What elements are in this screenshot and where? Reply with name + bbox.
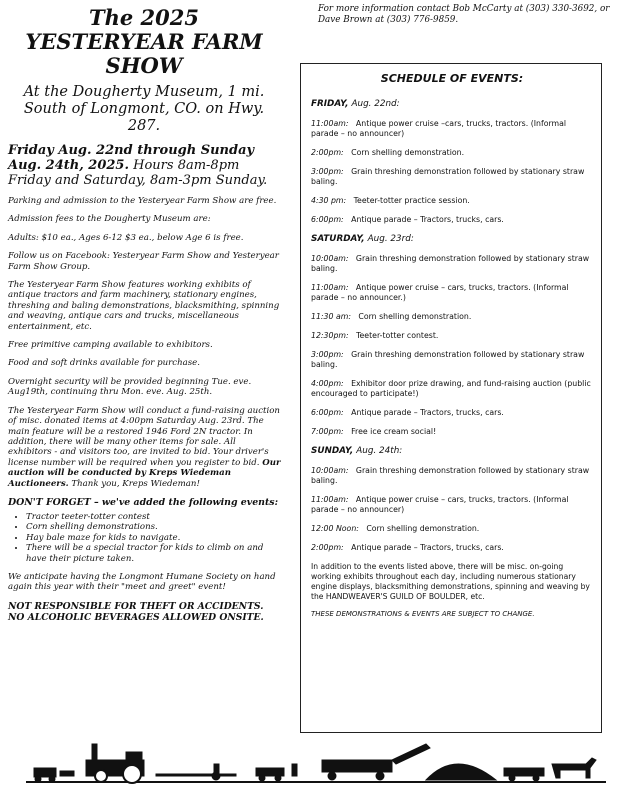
security-text: Overnight security will be provided beginning Tue. eve. Aug19th, continuing thru Mon. eve. Aug. 25th. [8,376,252,398]
wheel-icon [509,775,515,781]
event-time: 6:00pm: [311,215,344,224]
event-time: 4:30 pm: [311,196,347,205]
event-time: 12:00 Noon: [311,524,359,533]
event-desc: Teeter-totter contest. [356,331,439,340]
dates-hours: Hours 8am-8pm Friday and Saturday, 8am-3pm Sunday. [8,158,268,188]
event-desc: Grain threshing demonstration followed by stationary straw baling. [311,254,590,273]
schedule-sunday [311,446,593,553]
wheel-icon [123,765,141,783]
warning-alcohol: NO ALCOHOLIC BEVERAGES ALLOWED ONSITE. [8,611,264,623]
schedule-event [311,283,593,303]
facebook-text: Follow us on Facebook: Yesteryear Farm Show and Yesteryear Farm Show Group. [8,251,279,272]
schedule-saturday [311,234,593,437]
event-desc: Grain threshing demonstration followed by stationary straw baling. [311,350,585,369]
event-desc: Grain threshing demonstration followed by stationary straw baling. [311,466,590,485]
event-desc: Antique parade – Tractors, trucks, cars. [351,408,504,417]
dont-forget-heading: DON'T FORGET – we've added the following events: [8,496,279,508]
schedule-box [300,63,602,733]
left-column [6,6,282,623]
event-time: 10:00am: [311,254,349,263]
auction-paragraph [8,406,282,489]
auction-thanks: Thank you, Kreps Wiedeman! [71,478,200,489]
blower-chute-icon [392,744,430,764]
event-desc: Corn shelling demonstration. [358,312,472,321]
haystack-icon [426,764,496,780]
schedule-event [311,215,593,225]
thresher-icon [322,760,392,772]
list-item: • Hay bale maze for kids to navigate. [26,533,282,543]
day-date: Aug. 24th: [356,446,403,456]
schedule-event [311,379,593,399]
event-time: 11:00am: [311,495,349,504]
schedule-friday [311,99,593,225]
event-time: 11:00am: [311,119,349,128]
dates-bold: Friday Aug. 22nd through Sunday Aug. 24th, 2025. [8,143,255,173]
event-desc: Exhibitor door prize drawing, and fund-raising auction (public encouraged to participate!) [311,379,591,398]
event-desc: Corn shelling demonstration. [366,524,480,533]
camping-text: Free primitive camping available to exhibitors. [8,340,213,351]
wagon-icon [256,768,284,776]
event-desc: Corn shelling demonstration. [351,148,465,157]
schedule-event [311,495,593,515]
show-dates [8,143,282,188]
schedule-note: In addition to the events listed above, there will be misc. on-going working exhibits throughout each day, including numerous stationary engine displays, blacksmithing demonstrations, spinning and weaving by the HANDWEAVER'S GUILD OF BOULDER, etc. [311,562,590,601]
event-time: 11:00am: [311,283,349,292]
cab-icon [126,752,142,762]
page-title [6,6,282,78]
event-desc: Free ice cream social! [351,427,437,436]
horse-icon [552,758,596,778]
wheel-icon [533,775,539,781]
schedule-event [311,167,593,187]
day-name: SATURDAY, [311,234,365,244]
fees-text: Adults: $10 ea., Ages 6-12 $3 ea., below Age 6 is free. [8,232,244,243]
wheel-icon [49,776,55,782]
title-line-2: YESTERYEAR FARM [25,29,263,54]
event-desc: Antique parade – Tractors, trucks, cars. [351,215,504,224]
event-desc: Antique power cruise – cars, trucks, tractors. (Informal parade – no announcer.) [311,283,569,302]
features-text: The Yesteryear Farm Show features working exhibits of antique tractors and farm machinery, stationary engines, threshing and baling demonstrations, blacksmithing, spinning and weaving, antique cars and trucks, miscellaneous entertainment, etc. [8,280,280,332]
title-line-3: SHOW [105,53,183,78]
schedule-event [311,543,593,553]
parking-text: Parking and admission to the Yesteryear Farm Show are free. [8,196,277,206]
event-time: 2:00pm: [311,543,344,552]
location: At the Dougherty Museum, 1 mi. South of Longmont, CO. on Hwy. 287. [23,84,265,134]
schedule-event [311,524,593,534]
schedule-event [311,466,593,486]
event-time: 6:00pm: [311,408,344,417]
belt-icon [156,774,236,776]
wheel-icon [35,776,41,782]
person-icon [214,764,219,774]
warning-theft: NOT RESPONSIBLE FOR THEFT OR ACCIDENTS. [8,600,264,612]
day-heading [311,99,593,109]
wheel-icon [259,775,265,781]
wheel-icon [328,772,336,780]
fees-intro: Admission fees to the Dougherty Museum are: [8,214,211,225]
event-desc: Teeter-totter practice session. [353,196,470,205]
wheel-icon [275,775,281,781]
food-text: Food and soft drinks available for purchase. [8,358,200,369]
wheel-icon [376,772,384,780]
event-desc: Grain threshing demonstration followed by stationary straw baling. [311,167,585,186]
contact-info: For more information contact Bob McCarty at (303) 330-3692, or Dave Brown at (303) 776-9859. [318,4,610,25]
list-item: • Tractor teeter-totter contest [26,512,282,522]
schedule-event [311,331,593,341]
schedule-event [311,254,593,274]
schedule-event [311,427,593,437]
schedule-event [311,312,593,322]
auction-text: The Yesteryear Farm Show will conduct a fund-raising auction of misc. donated items at 4:00pm Saturday Aug. 23rd. The main feature will be a restored 1946 Ford 2N tractor. In addition, there will be many other items for sale. All exhibitors - and visitors too, are invited to bid. Your driver's license number will be required when you register to bid. [8,405,280,468]
day-date: Aug. 23rd: [367,234,414,244]
day-name: SUNDAY, [311,446,354,456]
event-time: 11:30 am: [311,312,351,321]
auction-bold: Our auction will be conducted by Kreps Wiedeman Auctioneers. [8,457,281,489]
humane-text: We anticipate having the Longmont Humane Society on hand again this year with their "meet and greet" event! [8,571,276,593]
schedule-event [311,119,593,139]
wagon-icon [504,768,544,776]
person-icon [292,764,297,776]
event-time: 12:30pm: [311,331,349,340]
event-time: 4:00pm: [311,379,344,388]
event-time: 7:00pm: [311,427,344,436]
event-desc: Antique power cruise –cars, trucks, tractors. (Informal parade – no announcer) [311,119,567,138]
cart-icon [60,771,74,776]
day-name: FRIDAY, [311,99,349,109]
farm-silhouette-illustration [26,738,606,796]
schedule-event [311,350,593,370]
event-time: 2:00pm: [311,148,344,157]
event-desc: Antique power cruise – cars, trucks, tractors. (Informal parade – no announcer) [311,495,569,514]
wheel-icon [95,770,107,782]
event-time: 3:00pm: [311,167,344,176]
day-heading [311,446,593,456]
day-heading [311,234,593,244]
schedule-event [311,196,593,206]
list-item: • There will be a special tractor for kids to climb on and have their picture taken. [26,543,282,564]
schedule-event [311,408,593,418]
smokestack-icon [92,744,97,760]
list-item: • Corn shelling demonstrations. [26,522,282,532]
added-events-list [6,512,282,564]
day-date: Aug. 22nd: [351,99,400,109]
event-desc: Antique parade – Tractors, trucks, cars. [351,543,504,552]
schedule-change-notice: THESE DEMONSTRATIONS & EVENTS ARE SUBJECT TO CHANGE. [311,610,535,618]
schedule-title: SCHEDULE OF EVENTS: [380,72,524,85]
event-time: 10:00am: [311,466,349,475]
title-line-1: The 2025 [88,5,199,30]
event-time: 3:00pm: [311,350,344,359]
schedule-event [311,148,593,158]
